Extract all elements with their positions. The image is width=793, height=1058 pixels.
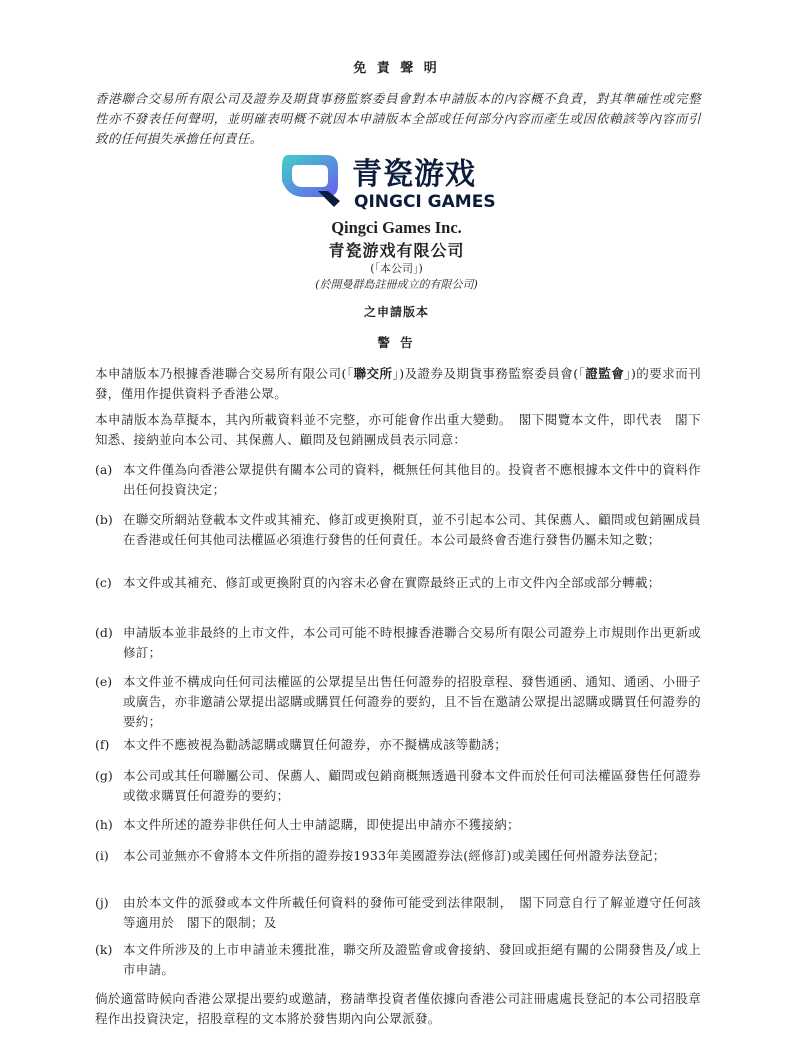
item-label: (a) [95, 462, 113, 477]
company-name-cn: 青瓷游戏有限公司 [328, 241, 465, 260]
sfc-term: 證監會 [585, 366, 625, 381]
incorporation-note: (於開曼群島註冊成立的有限公司) [315, 278, 478, 291]
item-text: 由於本文件的派發或本文件所載任何資料的發佈可能受到法律限制， 閣下同意自行了解並遵守任何該等適用於 閣下的限制；及 [123, 895, 701, 930]
company-logo [274, 151, 524, 211]
disclaimer-text: 香港聯合交易所有限公司及證券及期貨事務監察委員會對本申請版本的內容概不負責，對其準確性或完整性亦不發表任何聲明，並明確表明概不就因本申請版本全部或任何部分內容而產生或因依賴該等內容而引致的任何損失承擔任何責任。 [95, 91, 701, 146]
item-text: 本文件並不構成向任何司法權區的公眾提呈出售任何證券的招股章程、發售通函、通知、通函、小冊子或廣告，亦非邀請公眾提出認購或購買任何證券的要約，且不旨在邀請公眾提出認購或購買任何證券的要約； [123, 674, 701, 729]
item-text: 本文件僅為向香港公眾提供有關本公司的資料，概無任何其他目的。投資者不應根據本文件中的資料作出任何投資決定； [123, 462, 701, 497]
document-type: 之申請版本 [363, 305, 429, 319]
item-text: 在聯交所網站登載本文件或其補充、修訂或更換附頁，並不引起本公司、其保薦人、顧問或包銷團成員在香港或任何其他司法權區必須進行發售的任何責任。本公司最終會否進行發售仍屬未知之數； [123, 512, 701, 547]
company-name-en: Qingci Games Inc. [331, 218, 462, 237]
warning-title: 警 告 [377, 335, 416, 350]
logo-cn-text: 青瓷游戏 [352, 157, 476, 192]
closing-paragraph: 倘於適當時候向香港公眾提出要約或邀請，務請準投資者僅依據向香港公司註冊處處長登記的本公司招股章程作出投資決定，招股章程的文本將於發售期內向公眾派發。 [95, 991, 701, 1026]
logo-en-text: QINGCI GAMES [354, 192, 496, 211]
item-label: (h) [95, 817, 113, 832]
item-text: 本公司或其任何聯屬公司、保薦人、顧問或包銷商概無透過刊發本文件而於任何司法權區發售任何證券或徵求購買任何證券的要約； [123, 768, 701, 803]
item-text: 本文件所涉及的上市申請並未獲批准，聯交所及證監會或會接納、發回或拒絕有關的公開發售及╱或上市申請。 [123, 942, 701, 977]
item-label: (e) [95, 674, 113, 689]
item-label: (j) [95, 895, 109, 910]
item-label: (g) [95, 768, 113, 783]
item-label: (d) [95, 625, 113, 640]
item-text: 本公司並無亦不會將本文件所指的證券按1933年美國證券法(經修訂)或美國任何州證券法登記； [123, 848, 666, 863]
item-text: 本文件或其補充、修訂或更換附頁的內容未必會在實際最終正式的上市文件內全部或部分轉載； [123, 575, 661, 590]
disclaimer-title: 免 責 聲 明 [353, 61, 440, 76]
warning-para-2: 本申請版本為草擬本，其內所載資料並不完整，亦可能會作出重大變動。 閣下閱覽本文件，即代表 閣下知悉、接納並向本公司、其保薦人、顧問及包銷團成員表示同意： [95, 412, 701, 447]
item-text: 申請版本並非最終的上市文件，本公司可能不時根據香港聯合交易所有限公司證券上市規則作出更新或修訂； [123, 625, 701, 660]
item-label: (c) [95, 575, 112, 590]
hkex-term: 聯交所 [353, 366, 393, 381]
item-label: (f) [95, 737, 110, 752]
item-label: (b) [95, 512, 113, 527]
item-text: 本文件不應被視為勸誘認購或購買任何證券，亦不擬構成該等勸誘； [123, 737, 508, 752]
item-text: 本文件所述的證券非供任何人士申請認購，即使提出申請亦不獲接納； [123, 817, 520, 832]
warning-intro: 本申請版本乃根據香港聯合交易所有限公司(「聯交所」)及證券及期貨事務監察委員會(「證監會」)的要求而刊發，僅用作提供資料予香港公眾。 [95, 366, 701, 401]
item-label: (k) [95, 942, 113, 957]
company-short-name: (「本公司」) [370, 262, 423, 275]
item-label: (i) [95, 848, 109, 863]
q-mark-icon [282, 155, 340, 207]
